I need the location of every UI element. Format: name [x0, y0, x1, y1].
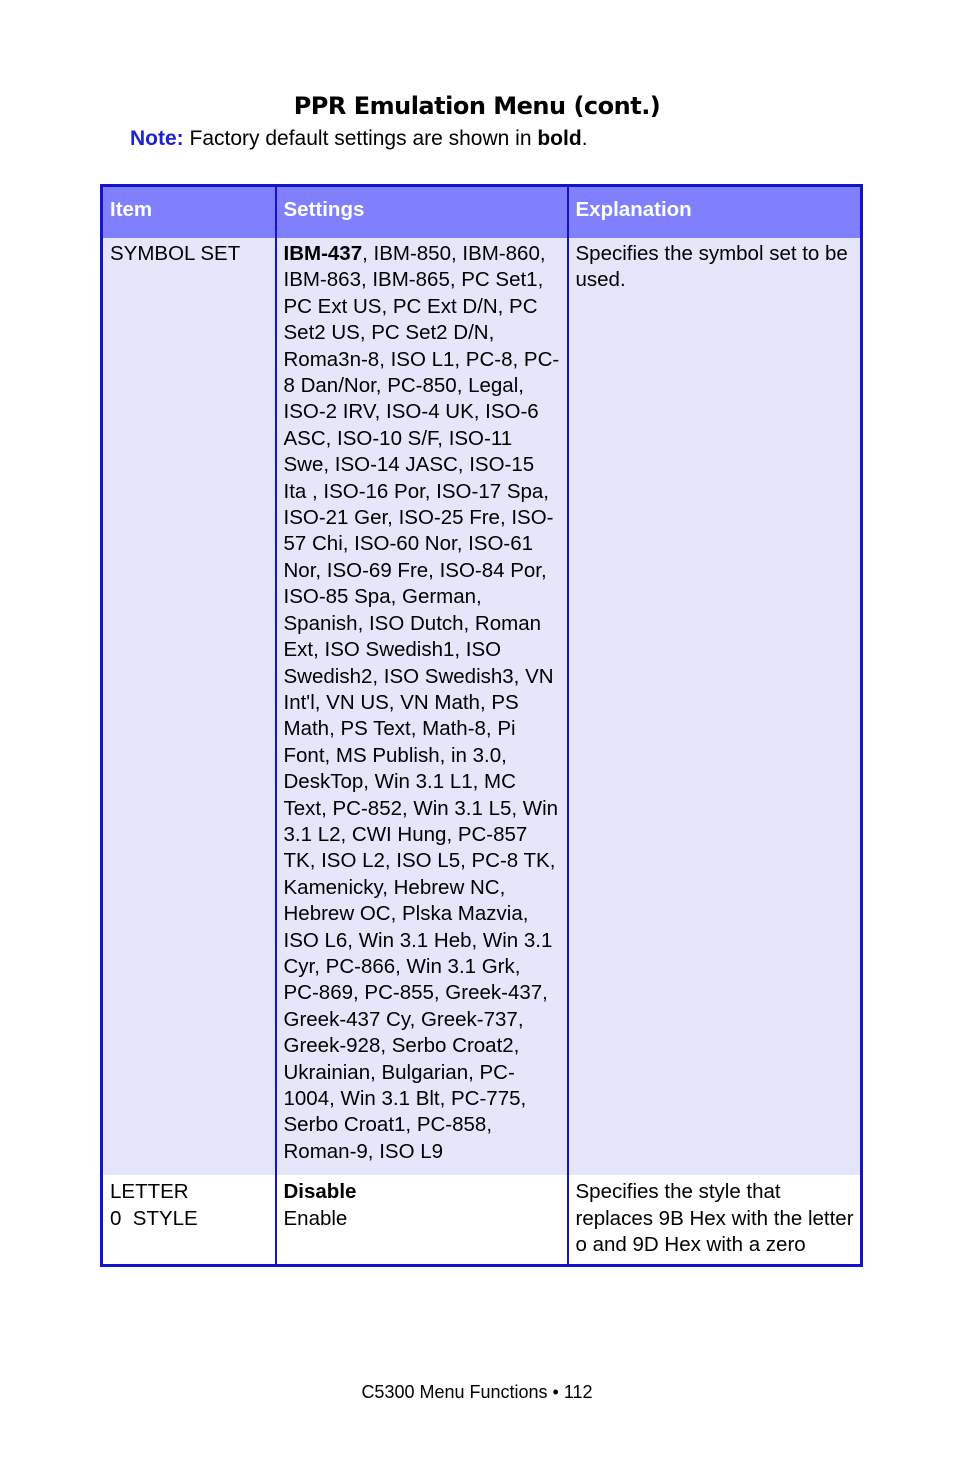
note-bold-word: bold	[537, 127, 582, 150]
table-row-symbol-set	[102, 238, 862, 1176]
note-text-after: .	[581, 127, 588, 150]
note-label: Note:	[130, 127, 184, 150]
other-settings: , IBM-850, IBM-860, IBM-863, IBM-865, PC Set1, PC Ext US, PC Ext D/N, PC Set2 US, PC Set2 D/N, Roma3n-8, ISO L1, PC-8, PC-8 Dan/Nor, PC-850, Legal, ISO-2 IRV, ISO-4 UK, ISO-6 ASC, ISO-10 S/F, ISO-11 Swe, ISO-14 JASC, ISO-15 Ita , ISO-16 Por, ISO-17 Spa, ISO-21 Ger, ISO-25 Fre, ISO-57 Chi, ISO-60 Nor, ISO-61 Nor, ISO-69 Fre, ISO-84 Por, ISO-85 Spa, German, Spanish, ISO Dutch, Roman Ext, ISO Swedish1, ISO Swedish2, ISO Swedish3, VN Int'l, VN US, VN Math, PS Math, PS Text, Math-8, Pi Font, MS Publish, in 3.0, DeskTop, Win 3.1 L1, MC Text, PC-852, Win 3.1 L5, Win 3.1 L2, CWI Hung, PC-857 TK, ISO L2, ISO L5, PC-8 TK, Kamenicky, Hebrew NC, Hebrew OC, Plska Mazvia, ISO L6, Win 3.1 Heb, Win 3.1 Cyr, PC-866, Win 3.1 Grk, PC-869, PC-855, Greek-437, Greek-437 Cy, Greek-737, Greek-928, Serbo Croat2, Ukrainian, Bulgarian, PC-1004, Win 3.1 Blt, PC-775, Serbo Croat1, PC-858, Roman-9, ISO L9	[283, 242, 560, 1163]
header-explanation: Explanation	[568, 186, 862, 238]
table-row-letter-0-style	[102, 1175, 862, 1266]
item-letter-0-style: LETTER 0 STYLE	[102, 1175, 276, 1266]
explanation-symbol-set: Specifies the symbol set to be used.	[568, 238, 862, 1176]
settings-symbol-set	[276, 238, 568, 1176]
note-text-before: Factory default settings are shown in	[183, 127, 538, 150]
page-title: PPR Emulation Menu (cont.)	[293, 92, 661, 120]
settings-letter-0-style	[276, 1175, 568, 1266]
item-symbol-set: SYMBOL SET	[102, 238, 276, 1176]
default-setting: IBM-437	[283, 242, 363, 265]
ppr-emulation-menu-table	[100, 184, 863, 1267]
table-header-row	[102, 186, 862, 238]
page-footer: C5300 Menu Functions • 112	[361, 1382, 593, 1402]
other-setting: Enable	[283, 1206, 348, 1230]
explanation-letter-0-style: Specifies the style that replaces 9B Hex with the letter o and 9D Hex with a zero	[568, 1175, 862, 1266]
header-item: Item	[102, 186, 276, 238]
default-setting: Disable	[283, 1180, 357, 1204]
default-settings-note	[130, 127, 588, 151]
header-settings: Settings	[276, 186, 568, 238]
